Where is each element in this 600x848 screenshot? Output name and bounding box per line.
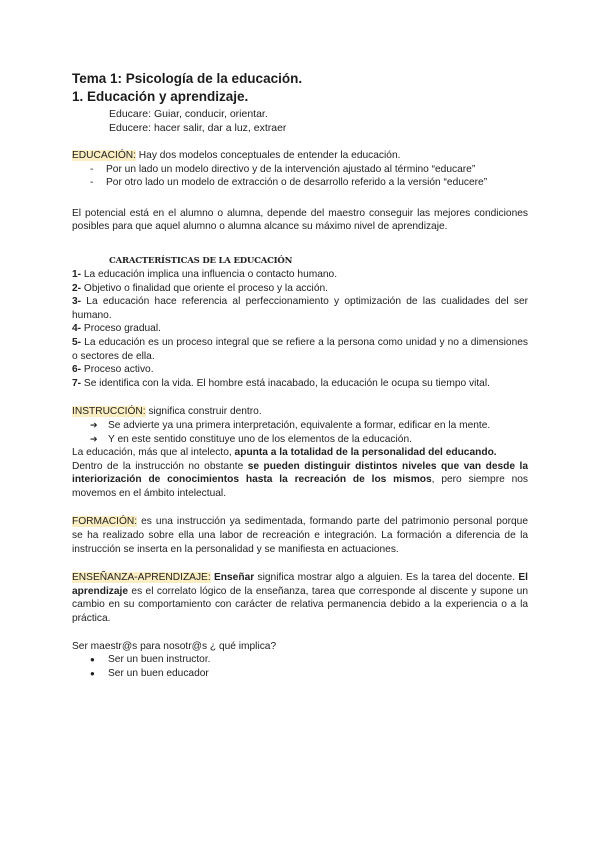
dash-marker: - xyxy=(90,163,94,175)
educacion-item-2: Por otro lado un modelo de extracción o de desarrollo referido a la versión “educere” xyxy=(106,177,488,189)
instruccion-p1: La educación, más que al intelecto, apunta a la totalidad de la personalidad del educando. xyxy=(72,447,497,459)
list-item: 1- La educación implica una influencia o contacto humano. xyxy=(72,268,338,280)
educacion-paragraph xyxy=(72,149,528,163)
list-item xyxy=(72,433,528,447)
list-item: 7- Se identifica con la vida. El hombre está inacabado, la educación le ocupa su tiempo vital. xyxy=(72,377,490,389)
section-subtitle: 1. Educación y aprendizaje. xyxy=(72,89,249,104)
list-item xyxy=(72,176,528,190)
page-title: Tema 1: Psicología de la educación. xyxy=(72,71,303,86)
list-item: 4- Proceso gradual. xyxy=(72,323,161,335)
formacion-label: FORMACIÓN: xyxy=(72,516,138,528)
instruccion-item-2: Y en este sentido constituye uno de los elementos de la educación. xyxy=(108,433,412,445)
list-item: 3- La educación hace referencia al perfeccionamiento y optimización de las cualidades del ser humano. xyxy=(72,296,528,321)
list-item: ● Ser un buen educador xyxy=(72,667,528,681)
dash-marker: - xyxy=(90,177,94,189)
list-item: ● Ser un buen instructor. xyxy=(72,653,528,667)
instruccion-item-1: Se advierte ya una primera interpretación, equivalente a formar, edificar en la mente. xyxy=(108,419,491,431)
list-item xyxy=(72,163,528,177)
ensenanza-paragraph: ENSEÑANZA-APRENDIZAJE: Enseñar significa mostrar algo a alguien. Es la tarea del docente. El aprendizaje es el correlato lógico de la enseñanza, tarea que corresponde al discente y supone un cambio en su comportamiento con carácter de relativa permanencia debido a la experiencia o a la práctica. xyxy=(72,572,528,625)
arrow-icon: ➔ xyxy=(90,433,98,444)
educacion-item-1: Por un lado un modelo directivo y de la intervención ajustado al término “educare” xyxy=(106,163,476,175)
instruccion-label: INSTRUCCIÓN: xyxy=(72,406,146,418)
etymology-educare: Educare: Guiar, conducir, orientar. xyxy=(109,108,268,120)
educacion-label: EDUCACIÓN: xyxy=(72,150,136,161)
instruccion-intro: significa construir dentro. xyxy=(145,406,262,418)
potencial-paragraph: El potencial está en el alumno o alumna, depende del maestro conseguir las mejores condiciones posibles para que aquel alumno o alumna alcance su máximo nivel de aprendizaje. xyxy=(72,207,528,233)
educacion-intro: Hay dos modelos conceptuales de entender la educación. xyxy=(135,150,401,161)
instruccion-p2: Dentro de la instrucción no obstante se pueden distinguir distintos niveles que van desde la interiorización de conocimientos hasta la recreación de los mismos, pero siempre nos movemos en el ámbito intelectual. xyxy=(72,460,528,499)
caracteristicas-heading: CARACTERÍSTICAS DE LA EDUCACIÓN xyxy=(109,255,293,266)
instruccion-paragraph xyxy=(72,405,528,419)
bullet-icon: ● xyxy=(90,655,95,665)
formacion-paragraph: FORMACIÓN: es una instrucción ya sedimentada, formando parte del patrimonio personal porque se ha realizado sobre ella una labor de recreación e integración. La formación a diferencia de la instrucción se inserta en la personalidad y se manifiesta en actuaciones. xyxy=(72,516,528,555)
list-item: 5- La educación es un proceso integral que se refiere a la persona como unidad y no a dimensiones o sectores de ella. xyxy=(72,336,528,362)
list-item: 2- Objetivo o finalidad que oriente el proceso y la acción. xyxy=(72,282,328,294)
maestros-question: Ser maestr@s para nosotr@s ¿ qué implica? xyxy=(72,640,277,652)
arrow-icon: ➔ xyxy=(90,419,98,430)
etymology-educere: Educere: hacer salir, dar a luz, extraer xyxy=(109,122,287,134)
list-item xyxy=(72,419,528,433)
list-item: 6- Proceso activo. xyxy=(72,364,154,376)
bullet-icon: ● xyxy=(90,668,95,678)
document-page xyxy=(72,70,528,680)
ensenanza-label: ENSEÑANZA-APRENDIZAJE: xyxy=(72,572,211,584)
